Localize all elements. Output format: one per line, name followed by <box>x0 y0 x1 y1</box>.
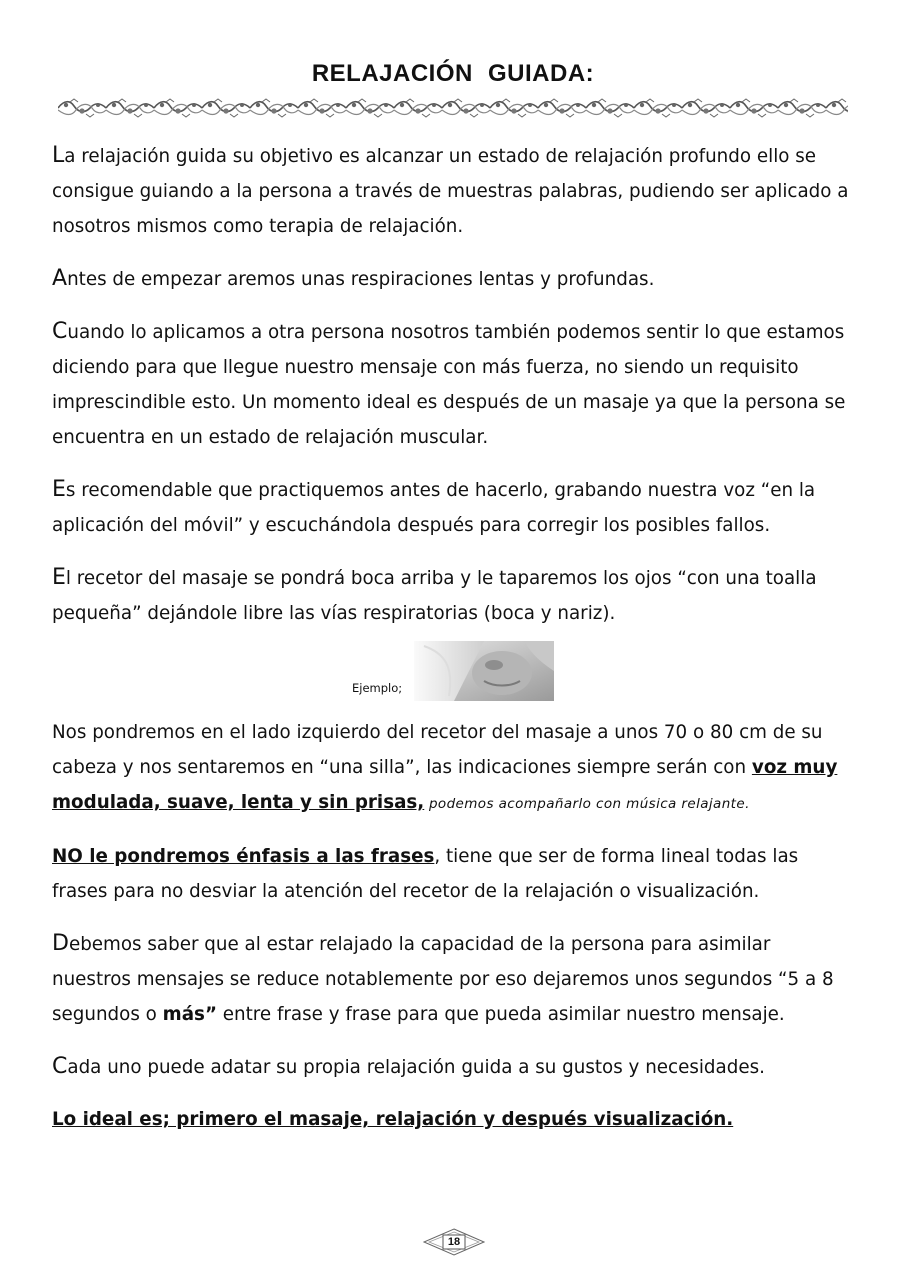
drop-letter: A <box>52 266 68 291</box>
paragraph-text: entre frase y frase para que pueda asimilar nuestro mensaje. <box>216 1004 785 1025</box>
paragraph-9 <box>52 1049 852 1085</box>
paragraph-3 <box>52 314 852 455</box>
paragraph-text: l recetor del masaje se pondrá boca arriba y le taparemos los ojos “con una toalla pequeña” dejándole libre las vías respiratorias (boca y nariz). <box>52 568 817 624</box>
drop-letter: D <box>52 931 69 956</box>
emphasis-text: más” <box>162 1004 217 1025</box>
decorative-ornament-divider <box>58 96 848 120</box>
drop-letter: L <box>52 143 65 168</box>
paragraph-text: ada uno puede adatar su propia relajación guida a su gustos y necesidades. <box>67 1057 765 1078</box>
paragraph-5 <box>52 560 852 631</box>
paragraph-8 <box>52 926 852 1032</box>
paragraph-text: ebemos saber que al estar relajado la capacidad de la persona para asimilar nuestros mensajes se reduce notablemente por eso dejaremos unos segundos “5 a 8 segundos o <box>52 934 834 1025</box>
italic-note: podemos acompañarlo con música relajante. <box>424 796 750 812</box>
paragraph-text: ntes de empezar aremos unas respiraciones lentas y profundas. <box>67 269 655 290</box>
drop-letter: E <box>52 477 66 502</box>
paragraph-text: Nos pondremos en el lado izquierdo del recetor del masaje a unos 70 o 80 cm de su cabeza y nos sentaremos en “una silla”, las indicaciones siempre serán con <box>52 722 823 778</box>
main-content <box>52 138 852 1154</box>
paragraph-text: a relajación guida su objetivo es alcanzar un estado de relajación profundo ello se consigue guiando a la persona a través de muestras palabras, pudiendo ser aplicado a nosotros mismos como terapia de relajación. <box>52 146 849 237</box>
drop-letter: C <box>52 1054 68 1079</box>
emphasis-text: NO le pondremos énfasis a las frases <box>52 846 435 867</box>
paragraph-text: uando lo aplicamos a otra persona nosotros también podemos sentir lo que estamos diciendo para que llegue nuestro mensaje con más fuerza, no siendo un requisito imprescindible esto. Un momento ideal es después de un masaje ya que la persona se encuentra en un estado de relajación muscular. <box>52 322 846 448</box>
paragraph-10 <box>52 1102 852 1137</box>
drop-letter: E <box>52 565 66 590</box>
conclusion-text: Lo ideal es; primero el masaje, relajación y después visualización. <box>52 1109 734 1130</box>
paragraph-2 <box>52 261 852 297</box>
drop-letter: C <box>52 319 68 344</box>
paragraph-text: s recomendable que practiquemos antes de hacerlo, grabando nuestra voz “en la aplicación del móvil” y escuchándola después para corregir los posibles fallos. <box>52 480 816 536</box>
paragraph-text: , tiene que ser de forma lineal todas las frases para no desviar la atención del recetor de la relajación o visualización. <box>52 846 799 902</box>
page-number: 18 <box>447 1236 461 1248</box>
paragraph-6 <box>52 715 852 822</box>
page-title: RELAJACIÓN GUIADA: <box>311 60 595 87</box>
example-label: Ejemplo; <box>352 681 403 695</box>
paragraph-4 <box>52 472 852 543</box>
example-figure <box>52 639 852 705</box>
paragraph-7 <box>52 839 852 909</box>
emphasis-text: voz muy modulada, suave, lenta y sin prisas, <box>52 757 838 813</box>
towel-over-eyes-photo <box>414 641 554 701</box>
paragraph-1 <box>52 138 852 244</box>
